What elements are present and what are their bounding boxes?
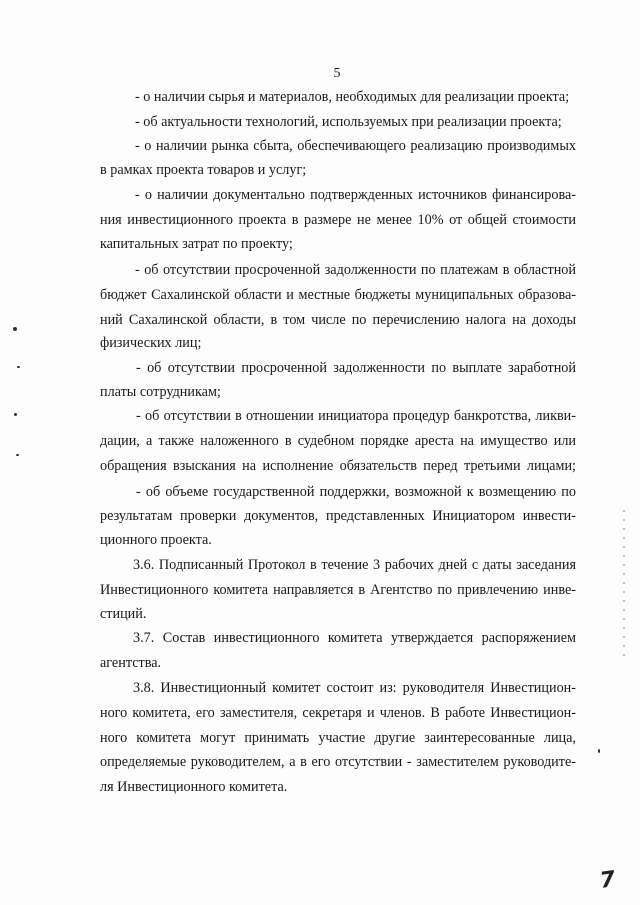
scan-speck xyxy=(16,454,19,456)
text-line: агентства. xyxy=(100,655,162,671)
text-line: - о наличии сырья и материалов, необходимых для реализации проекта; xyxy=(135,89,570,105)
text-line: - о наличии рынка сбыта, обеспечивающего реализацию производимых xyxy=(135,138,576,154)
text-line: ля Инвестиционного комитета. xyxy=(100,779,288,795)
text-line: физических лиц; xyxy=(100,335,202,351)
text-line: определяемые руководителем, а в его отсутствии - заместителем руководите- xyxy=(100,754,576,770)
text-line: - о наличии документально подтвержденных источников финансирова- xyxy=(135,187,576,203)
scan-speck xyxy=(13,327,17,331)
text-line: - об отсутствии в отношении инициатора процедур банкротства, ликви- xyxy=(136,408,576,424)
text-line: - об отсутствии просроченной задолженности по платежам в областной xyxy=(135,262,576,278)
text-line: ного комитета могут принимать участие другие заинтересованные лица, xyxy=(100,730,576,746)
scan-speck xyxy=(14,413,17,416)
scan-speck xyxy=(17,366,20,368)
text-line: обращения взыскания на исполнение обязательств перед третьими лицами; xyxy=(100,458,576,474)
page-number: 5 xyxy=(333,66,341,81)
text-line: капитальных затрат по проекту; xyxy=(100,236,293,252)
text-line: в рамках проекта товаров и услуг; xyxy=(100,162,307,178)
text-line: ционного проекта. xyxy=(100,532,212,548)
scan-edge-artifact xyxy=(623,510,625,660)
text-line: 3.8. Инвестиционный комитет состоит из: руководителя Инвестицион- xyxy=(133,680,576,696)
text-line: бюджет Сахалинской области и местные бюджеты муниципальных образова- xyxy=(100,287,576,303)
text-line: 3.7. Состав инвестиционного комитета утверждается распоряжением xyxy=(133,630,576,646)
text-line: 3.6. Подписанный Протокол в течение 3 рабочих дней с даты заседания xyxy=(133,557,576,573)
text-line: - об объеме государственной поддержки, возможной к возмещению по xyxy=(136,484,576,500)
handwritten-page-mark: 7 xyxy=(598,867,617,894)
scan-speck xyxy=(598,749,600,753)
text-line: дации, а также наложенного в судебном порядке ареста на имущество или xyxy=(100,433,576,449)
text-line: - об отсутствии просроченной задолженности по выплате заработной xyxy=(136,360,576,376)
text-line: ния инвестиционного проекта в размере не менее 10% от общей стоимости xyxy=(100,212,576,228)
text-line: ний Сахалинской области, в том числе по перечислению налога на доходы xyxy=(100,312,576,328)
text-line: Инвестиционного комитета направляется в Агентство по привлечению инве- xyxy=(100,582,576,598)
text-line: ного комитета, его заместителя, секретаря и членов. В работе Инвестицион- xyxy=(100,705,576,721)
text-line: платы сотрудникам; xyxy=(100,384,221,400)
text-line: результатам проверки документов, представленных Инициатором инвести- xyxy=(100,508,576,524)
text-line: - об актуальности технологий, используемых при реализации проекта; xyxy=(135,114,562,130)
text-line: стиций. xyxy=(100,606,147,622)
